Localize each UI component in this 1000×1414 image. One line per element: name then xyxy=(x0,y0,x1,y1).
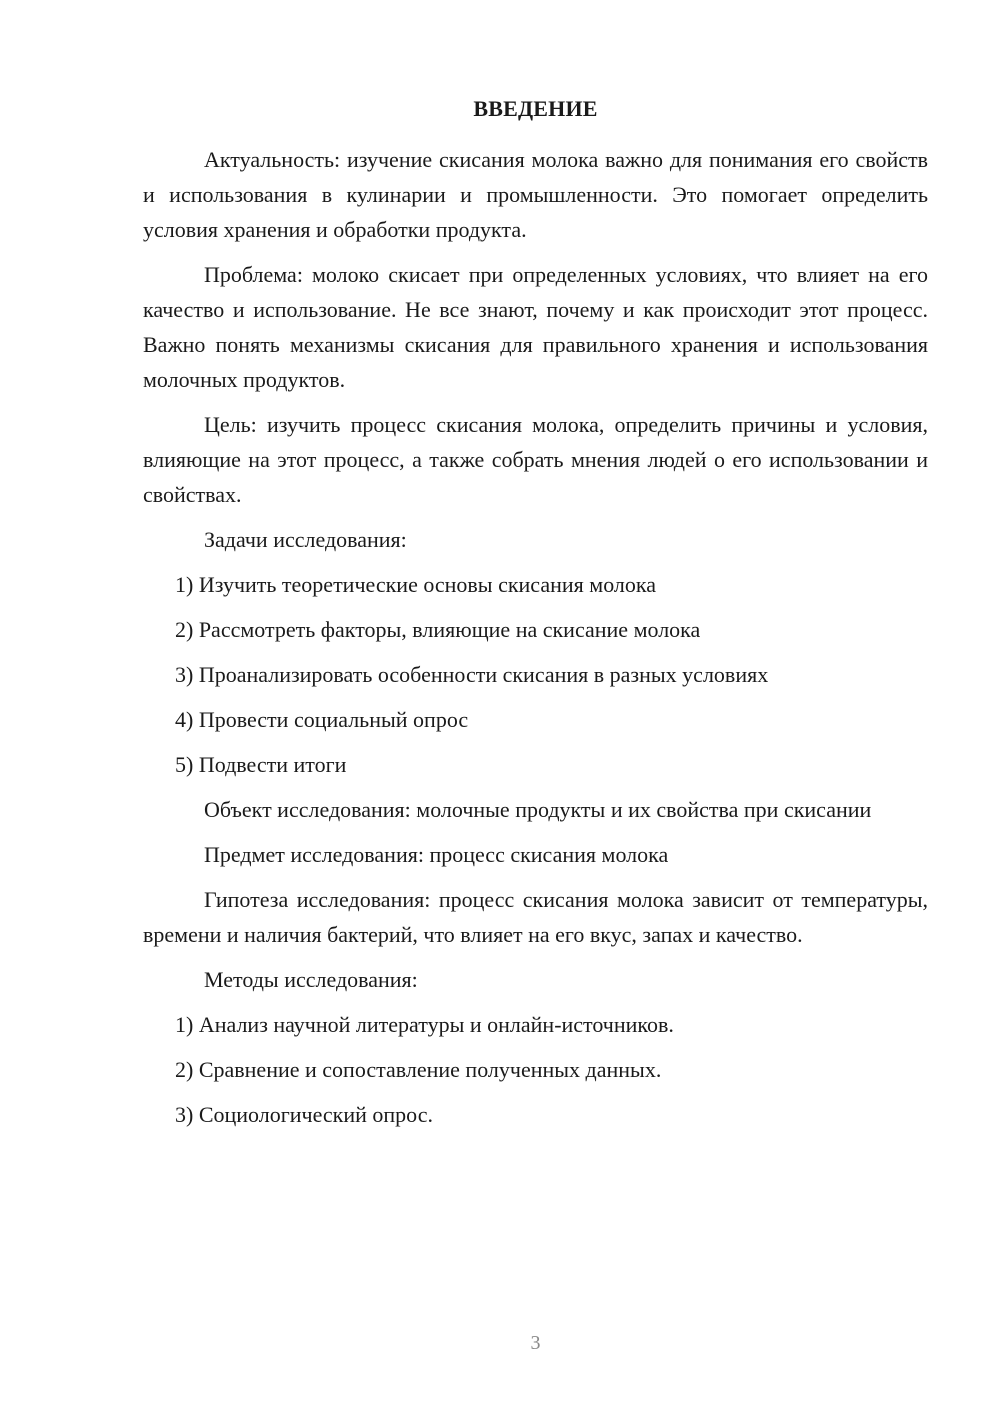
paragraph-problem: Проблема: молоко скисает при определенных условиях, что влияет на его качество и использование. Не все знают, почему и как происходит этот процесс. Важно понять механизмы скисания для правильного хранения и использования молочных продуктов. xyxy=(143,262,928,392)
paragraph-goal: Цель: изучить процесс скисания молока, определить причины и условия, влияющие на этот процесс, а также собрать мнения людей о его использовании и свойствах. xyxy=(143,412,928,507)
list-item: 3) Социологический опрос. xyxy=(175,1102,433,1127)
paragraph-subject: Предмет исследования: процесс скисания молока xyxy=(204,842,669,867)
tasks-heading: Задачи исследования: xyxy=(204,527,407,552)
document-body xyxy=(143,142,928,1142)
list-item: 1) Изучить теоретические основы скисания молока xyxy=(175,572,657,597)
paragraph-object: Объект исследования: молочные продукты и их свойства при скисании xyxy=(204,797,872,822)
methods-heading: Методы исследования: xyxy=(204,967,418,992)
section-heading: ВВЕДЕНИЕ xyxy=(473,96,598,121)
methods-list xyxy=(143,1007,928,1132)
paragraph-hypothesis: Гипотеза исследования: процесс скисания молока зависит от температуры, времени и наличия бактерий, что влияет на его вкус, запах и качество. xyxy=(143,887,928,947)
document-page xyxy=(143,0,928,1414)
list-item: 1) Анализ научной литературы и онлайн-источников. xyxy=(175,1012,674,1037)
paragraph-relevance: Актуальность: изучение скисания молока важно для понимания его свойств и использования в кулинарии и промышленности. Это помогает определить условия хранения и обработки продукта. xyxy=(143,147,928,242)
page-number: 3 xyxy=(530,1332,541,1354)
list-item: 3) Проанализировать особенности скисания в разных условиях xyxy=(175,662,769,687)
list-item: 2) Сравнение и сопоставление полученных данных. xyxy=(175,1057,662,1082)
tasks-list xyxy=(143,567,928,782)
list-item: 5) Подвести итоги xyxy=(175,752,347,777)
list-item: 4) Провести социальный опрос xyxy=(175,707,469,732)
list-item: 2) Рассмотреть факторы, влияющие на скисание молока xyxy=(175,617,701,642)
